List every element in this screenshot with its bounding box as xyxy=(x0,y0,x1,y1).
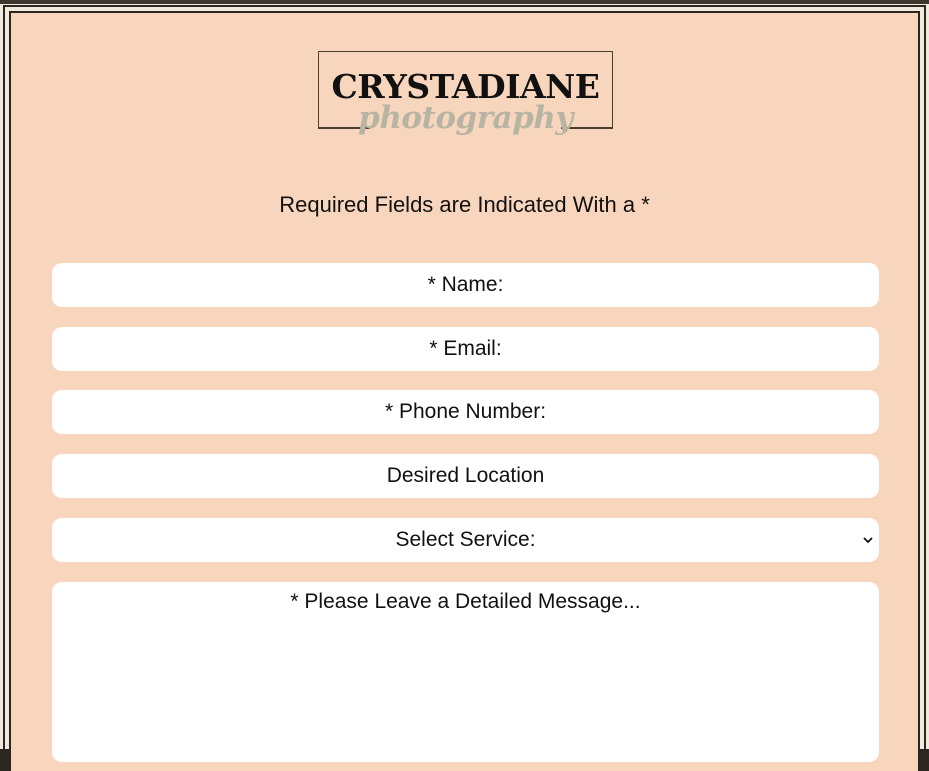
phone-input[interactable] xyxy=(52,390,879,434)
name-input[interactable] xyxy=(52,263,879,307)
service-select[interactable] xyxy=(52,518,879,562)
chevron-down-icon xyxy=(861,518,875,562)
logo-name: CRYSTADIANE xyxy=(331,67,600,106)
email-input[interactable] xyxy=(52,327,879,371)
location-input[interactable] xyxy=(52,454,879,498)
logo-subtitle: photography xyxy=(358,100,573,136)
service-select-value: Select Service: xyxy=(395,528,536,551)
required-fields-note: Required Fields are Indicated With a * xyxy=(279,192,650,217)
message-textarea[interactable] xyxy=(52,582,879,762)
